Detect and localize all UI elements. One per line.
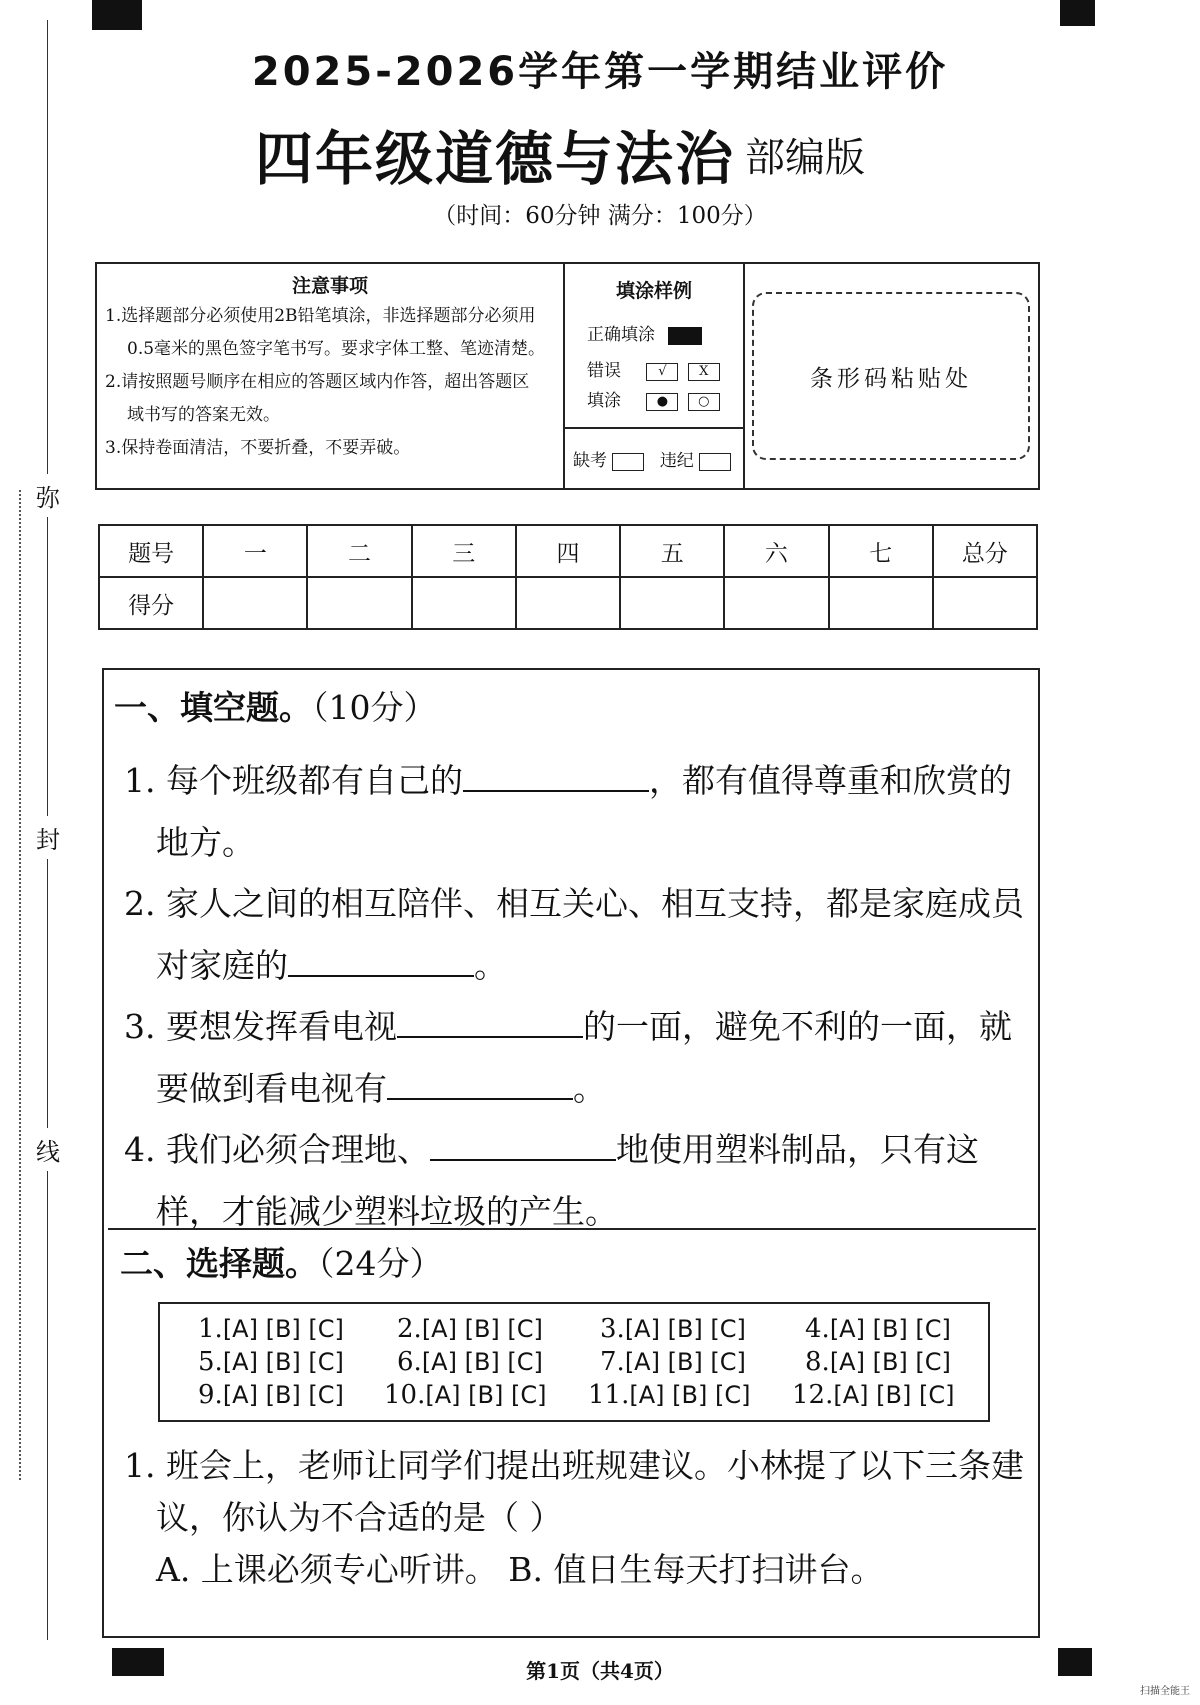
choice-item-12[interactable] <box>792 1380 954 1410</box>
fill-sample-heading: 填涂样例 <box>615 280 692 302</box>
q3-text-d: 。 <box>573 1069 606 1108</box>
score-cell: 五 <box>620 525 724 577</box>
side-label-mi: 弥 <box>36 474 60 517</box>
answer-blank[interactable] <box>397 1006 583 1038</box>
violation-checkbox[interactable] <box>699 453 731 471</box>
choice-options: [A] [B] [C] <box>425 1381 547 1409</box>
edition-label: 部编版 <box>745 135 865 181</box>
q1-text-b: ，都有值得尊重和欣赏的 <box>648 761 1012 800</box>
choice-number: 2. <box>397 1314 422 1344</box>
choice-number: 12. <box>792 1380 834 1410</box>
question-fill-2 <box>124 873 1029 997</box>
choice-options: [A] [B] [C] <box>222 1315 344 1343</box>
q2-text-a: 2. 家人之间的相互陪伴、相互关心、相互支持，都是家庭成员 <box>124 884 1024 923</box>
choice-item-3[interactable] <box>600 1314 746 1344</box>
wrong-fill-label-2: 填涂 <box>587 391 621 411</box>
choice-item-4[interactable] <box>805 1314 951 1344</box>
score-cell: 得分 <box>99 577 203 629</box>
score-table <box>98 524 1038 630</box>
time-score-info: （时间：60分钟 满分：100分） <box>433 203 767 229</box>
cq1-text-b: 议，你认为不合适的是（ ） <box>156 1498 563 1537</box>
choice-item-6[interactable] <box>397 1347 543 1377</box>
question-fill-3 <box>124 996 1029 1120</box>
subject-title: 四年级道德与法治 <box>255 125 736 193</box>
q2-text-c: 。 <box>474 946 507 985</box>
cq1-options: A. 上课必须专心听讲。 B. 值日生每天打扫讲台。 <box>156 1550 884 1589</box>
choice-number: 7. <box>600 1347 625 1377</box>
choice-options: [A] [B] [C] <box>421 1315 543 1343</box>
choice-number: 1. <box>198 1314 223 1344</box>
score-input-cell[interactable] <box>829 577 933 629</box>
choice-number: 9. <box>198 1380 223 1410</box>
registration-mark-top-left <box>92 0 142 30</box>
notes-item: 0.5毫米的黑色签字笔书写。要求字体工整、笔迹清楚。 <box>127 339 546 359</box>
choice-answer-grid <box>158 1302 990 1422</box>
wrong-fill-row-2 <box>587 386 720 411</box>
choice-options: [A] [B] [C] <box>421 1348 543 1376</box>
q4-text-a: 4. 我们必须合理地、 <box>124 1130 430 1169</box>
binding-dotted-line <box>19 490 21 1480</box>
q4-text-b: 地使用塑料制品，只有这 <box>615 1130 979 1169</box>
section1-heading <box>114 682 437 729</box>
q3-text-a: 3. 要想发挥看电视 <box>124 1007 397 1046</box>
score-input-cell[interactable] <box>516 577 620 629</box>
answer-blank[interactable] <box>288 945 474 977</box>
side-label-xian: 线 <box>36 1128 60 1171</box>
score-table-header-row <box>99 525 1037 577</box>
answer-blank[interactable] <box>463 760 649 792</box>
score-input-cell[interactable] <box>620 577 724 629</box>
choice-number: 11. <box>588 1380 630 1410</box>
circle-mark-icon: ○ <box>688 393 720 411</box>
wrong-fill-row-1 <box>587 356 720 381</box>
choice-item-2[interactable] <box>397 1314 543 1344</box>
choice-options: [A] [B] [C] <box>829 1315 951 1343</box>
choice-item-8[interactable] <box>805 1347 951 1377</box>
cross-mark-icon: X <box>688 363 720 381</box>
q4-text-c: 样，才能减少塑料垃圾的产生。 <box>156 1192 618 1231</box>
choice-number: 5. <box>198 1347 223 1377</box>
section1-title: 一、填空题。 <box>114 688 312 727</box>
page-footer: 第1页（共4页） <box>526 1659 674 1683</box>
side-label-feng: 封 <box>36 816 60 859</box>
score-cell: 一 <box>203 525 307 577</box>
choice-number: 8. <box>805 1347 830 1377</box>
choice-number: 10. <box>384 1380 426 1410</box>
filled-bubble-icon <box>668 327 702 345</box>
score-input-cell[interactable] <box>307 577 411 629</box>
answer-blank[interactable] <box>430 1129 616 1161</box>
barcode-area: 条形码粘贴处 <box>752 292 1030 460</box>
section2-points: （24分） <box>318 1244 443 1283</box>
q2-text-b: 对家庭的 <box>156 946 288 985</box>
choice-number: 6. <box>397 1347 422 1377</box>
choice-options: [A] [B] [C] <box>829 1348 951 1376</box>
notes-heading: 注意事项 <box>291 275 368 297</box>
notes-item: 3.保持卷面清洁，不要折叠，不要弄破。 <box>105 438 411 458</box>
choice-options: [A] [B] [C] <box>624 1348 746 1376</box>
absent-checkbox[interactable] <box>612 453 644 471</box>
score-cell: 三 <box>412 525 516 577</box>
absent-label: 缺考 <box>573 451 607 471</box>
scanner-watermark: 扫描全能王 <box>1140 1686 1190 1697</box>
question-fill-1 <box>124 750 1029 874</box>
score-input-cell[interactable] <box>724 577 828 629</box>
notes-panel <box>97 264 565 488</box>
section-divider <box>108 1228 1036 1230</box>
wrong-fill-label: 错误 <box>587 361 621 381</box>
choice-item-1[interactable] <box>198 1314 344 1344</box>
correct-fill-label: 正确填涂 <box>587 325 655 345</box>
score-table-score-row <box>99 577 1037 629</box>
notes-item: 2.请按照题号顺序在相应的答题区域内作答，超出答题区 <box>105 372 530 392</box>
choice-item-9[interactable] <box>198 1380 344 1410</box>
question-fill-4 <box>124 1119 1029 1243</box>
score-cell: 总分 <box>933 525 1037 577</box>
exam-title: 2025-2026学年第一学期结业评价 <box>251 49 949 95</box>
choice-options: [A] [B] [C] <box>629 1381 751 1409</box>
notes-item: 域书写的答案无效。 <box>127 405 280 425</box>
answer-section <box>102 668 1040 1638</box>
section1-points: （10分） <box>312 688 437 727</box>
q3-text-c: 要做到看电视有 <box>156 1069 387 1108</box>
fill-sample-panel <box>565 264 745 488</box>
instruction-box <box>95 262 1040 490</box>
choice-item-5[interactable] <box>198 1347 344 1377</box>
answer-blank[interactable] <box>387 1068 573 1100</box>
section2-title: 二、选择题。 <box>120 1244 318 1283</box>
check-mark-icon: √ <box>646 363 678 381</box>
dot-mark-icon: ● <box>646 393 678 411</box>
sample-divider <box>565 427 743 429</box>
violation-label: 违纪 <box>659 451 694 471</box>
score-input-cell[interactable] <box>412 577 516 629</box>
choice-options: [A] [B] [C] <box>624 1315 746 1343</box>
registration-mark-top-right <box>1060 0 1095 26</box>
score-cell: 题号 <box>99 525 203 577</box>
absent-violation-row <box>573 446 731 471</box>
score-cell: 二 <box>307 525 411 577</box>
q3-text-b: 的一面，避免不利的一面，就 <box>582 1007 1012 1046</box>
notes-item: 1.选择题部分必须使用2B铅笔填涂，非选择题部分必须用 <box>105 306 536 326</box>
score-input-cell[interactable] <box>203 577 307 629</box>
choice-options: [A] [B] [C] <box>222 1381 344 1409</box>
choice-options: [A] [B] [C] <box>833 1381 955 1409</box>
choice-item-11[interactable] <box>588 1380 750 1410</box>
section2-heading <box>120 1238 443 1285</box>
cq1-text-a: 1. 班会上，老师让同学们提出班规建议。小林提了以下三条建 <box>124 1446 1024 1485</box>
choice-item-7[interactable] <box>600 1347 746 1377</box>
score-cell: 四 <box>516 525 620 577</box>
choice-question-1 <box>124 1440 1029 1596</box>
choice-options: [A] [B] [C] <box>222 1348 344 1376</box>
correct-fill-row <box>587 320 702 345</box>
choice-number: 3. <box>600 1314 625 1344</box>
score-cell: 七 <box>829 525 933 577</box>
q1-text-a: 1. 每个班级都有自己的 <box>124 761 463 800</box>
choice-item-10[interactable] <box>384 1380 546 1410</box>
q1-text-c: 地方。 <box>156 823 255 862</box>
score-cell: 六 <box>724 525 828 577</box>
score-input-cell[interactable] <box>933 577 1037 629</box>
choice-number: 4. <box>805 1314 830 1344</box>
